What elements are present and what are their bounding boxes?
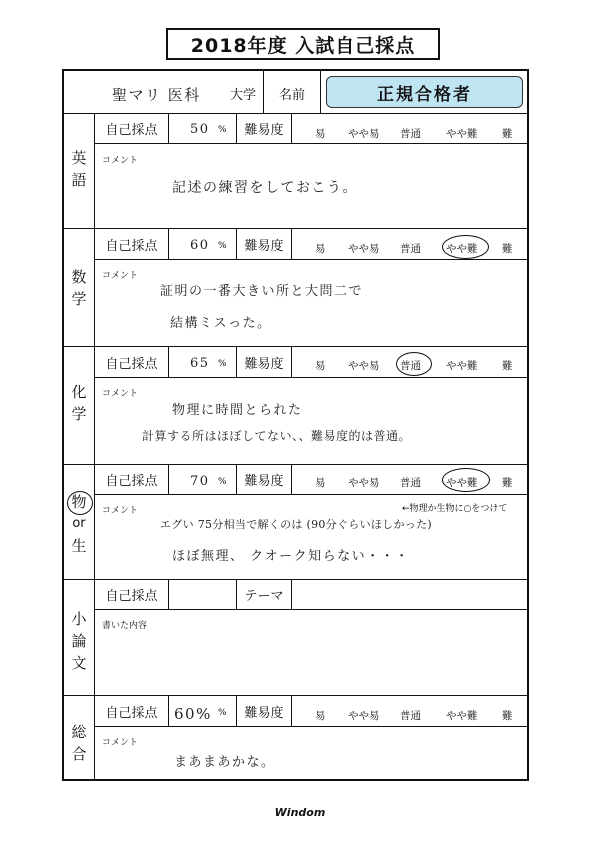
subject-label: 物 or 生 bbox=[71, 493, 87, 555]
comment-line: エグい 75分相当で解くのは (90分ぐらいほしかった) bbox=[160, 518, 432, 531]
scale-hard: 難 bbox=[502, 360, 513, 372]
scale-somewhat-hard: やや難 bbox=[446, 128, 478, 140]
divider bbox=[291, 346, 292, 377]
theme-label: テーマ bbox=[244, 589, 284, 604]
scale-somewhat-easy: やや易 bbox=[348, 710, 380, 722]
percent-sign: % bbox=[218, 477, 227, 487]
divider bbox=[94, 494, 527, 495]
score-sheet bbox=[62, 69, 529, 781]
scale-hard: 難 bbox=[502, 243, 513, 255]
brand-footer: Windom bbox=[274, 806, 326, 819]
comment-line: ほぼ無理、 クオーク知らない・・・ bbox=[172, 549, 410, 564]
difficulty-label: 難易度 bbox=[244, 356, 284, 372]
divider bbox=[168, 579, 169, 609]
subject-label: 英 語 bbox=[71, 149, 87, 189]
divider bbox=[291, 695, 292, 726]
scale-somewhat-hard: やや難 bbox=[446, 710, 478, 722]
scale-somewhat-hard: やや難 bbox=[446, 243, 478, 255]
score-value: 50 bbox=[190, 122, 210, 137]
selected-difficulty-circle bbox=[396, 352, 432, 376]
scale-easy: 易 bbox=[315, 360, 326, 372]
divider bbox=[291, 464, 292, 494]
comment-line: まあまあかな。 bbox=[174, 755, 276, 770]
scale-easy: 易 bbox=[315, 128, 326, 140]
comment-line: 計算する所はほぼしてない、、難易度的は普通。 bbox=[142, 429, 412, 443]
score-value: 60% bbox=[174, 705, 212, 723]
subject-note: ←物理か生物に○をつけて bbox=[402, 504, 508, 514]
divider bbox=[94, 143, 527, 144]
scale-somewhat-easy: やや易 bbox=[348, 128, 380, 140]
name-value: 正規合格者 bbox=[326, 76, 523, 108]
comment-label: コメント bbox=[102, 271, 139, 281]
scale-somewhat-easy: やや易 bbox=[348, 360, 380, 372]
self-score-label: 自己採点 bbox=[105, 356, 158, 372]
score-value: 60 bbox=[190, 238, 210, 253]
divider bbox=[94, 609, 527, 610]
divider bbox=[168, 464, 169, 494]
comment-line: 証明の一番大きい所と大問二で bbox=[160, 284, 364, 299]
name-label: 名前 bbox=[279, 88, 306, 103]
scale-normal: 普通 bbox=[400, 243, 421, 255]
self-score-label: 自己採点 bbox=[105, 705, 158, 721]
divider bbox=[94, 259, 527, 260]
divider bbox=[168, 113, 169, 143]
divider bbox=[94, 377, 527, 378]
divider bbox=[94, 113, 95, 779]
scale-easy: 易 bbox=[315, 243, 326, 255]
scale-hard: 難 bbox=[502, 128, 513, 140]
self-score-label: 自己採点 bbox=[105, 474, 158, 489]
score-value: 65 bbox=[190, 356, 210, 371]
divider bbox=[291, 579, 292, 609]
divider bbox=[168, 346, 169, 377]
comment-label: コメント bbox=[102, 738, 139, 748]
scale-somewhat-hard: やや難 bbox=[446, 360, 478, 372]
comment-label: コメント bbox=[102, 389, 139, 399]
self-score-label: 自己採点 bbox=[105, 123, 158, 138]
scale-easy: 易 bbox=[315, 477, 326, 489]
university-label: 大学 bbox=[230, 88, 257, 103]
scale-somewhat-easy: やや易 bbox=[348, 477, 380, 489]
score-value: 70 bbox=[190, 474, 210, 489]
page-title: 2018年度 入試自己採点 bbox=[166, 28, 440, 60]
self-score-label: 自己採点 bbox=[105, 238, 158, 254]
scale-normal: 普通 bbox=[400, 710, 421, 722]
comment-line: 物理に時間とられた bbox=[172, 403, 303, 418]
comment-line: 結構ミスった。 bbox=[170, 316, 272, 331]
selected-subject-circle bbox=[67, 491, 93, 515]
scale-hard: 難 bbox=[502, 477, 513, 489]
scale-normal: 普通 bbox=[400, 477, 421, 489]
comment-label: コメント bbox=[102, 156, 139, 166]
subject-label: 総 合 bbox=[71, 723, 87, 763]
divider bbox=[94, 726, 527, 727]
scale-normal: 普通 bbox=[400, 360, 421, 372]
selected-difficulty-circle bbox=[442, 468, 490, 492]
written-content-label: 書いた内容 bbox=[102, 621, 148, 631]
selected-difficulty-circle bbox=[442, 235, 489, 259]
university-value: 聖マリ 医科 bbox=[112, 86, 201, 104]
self-score-label: 自己採点 bbox=[105, 589, 158, 604]
difficulty-label: 難易度 bbox=[244, 123, 284, 138]
scale-hard: 難 bbox=[502, 710, 513, 722]
percent-sign: % bbox=[218, 241, 227, 251]
scale-somewhat-easy: やや易 bbox=[348, 243, 380, 255]
divider bbox=[168, 228, 169, 259]
scale-normal: 普通 bbox=[400, 128, 421, 140]
comment-line: 記述の練習をしておこう。 bbox=[172, 180, 358, 196]
divider bbox=[291, 228, 292, 259]
divider bbox=[263, 71, 264, 113]
divider bbox=[320, 71, 321, 113]
difficulty-label: 難易度 bbox=[244, 474, 284, 489]
percent-sign: % bbox=[218, 708, 227, 718]
percent-sign: % bbox=[218, 359, 227, 369]
divider bbox=[291, 113, 292, 143]
difficulty-label: 難易度 bbox=[244, 705, 284, 721]
subject-label: 小 論 文 bbox=[71, 610, 87, 672]
difficulty-label: 難易度 bbox=[244, 238, 284, 254]
subject-label: 数 学 bbox=[71, 268, 87, 308]
comment-label: コメント bbox=[102, 506, 139, 516]
scale-somewhat-hard: やや難 bbox=[446, 477, 478, 489]
scale-easy: 易 bbox=[315, 710, 326, 722]
divider bbox=[168, 695, 169, 726]
percent-sign: % bbox=[218, 125, 227, 135]
subject-label: 化 学 bbox=[71, 383, 87, 423]
